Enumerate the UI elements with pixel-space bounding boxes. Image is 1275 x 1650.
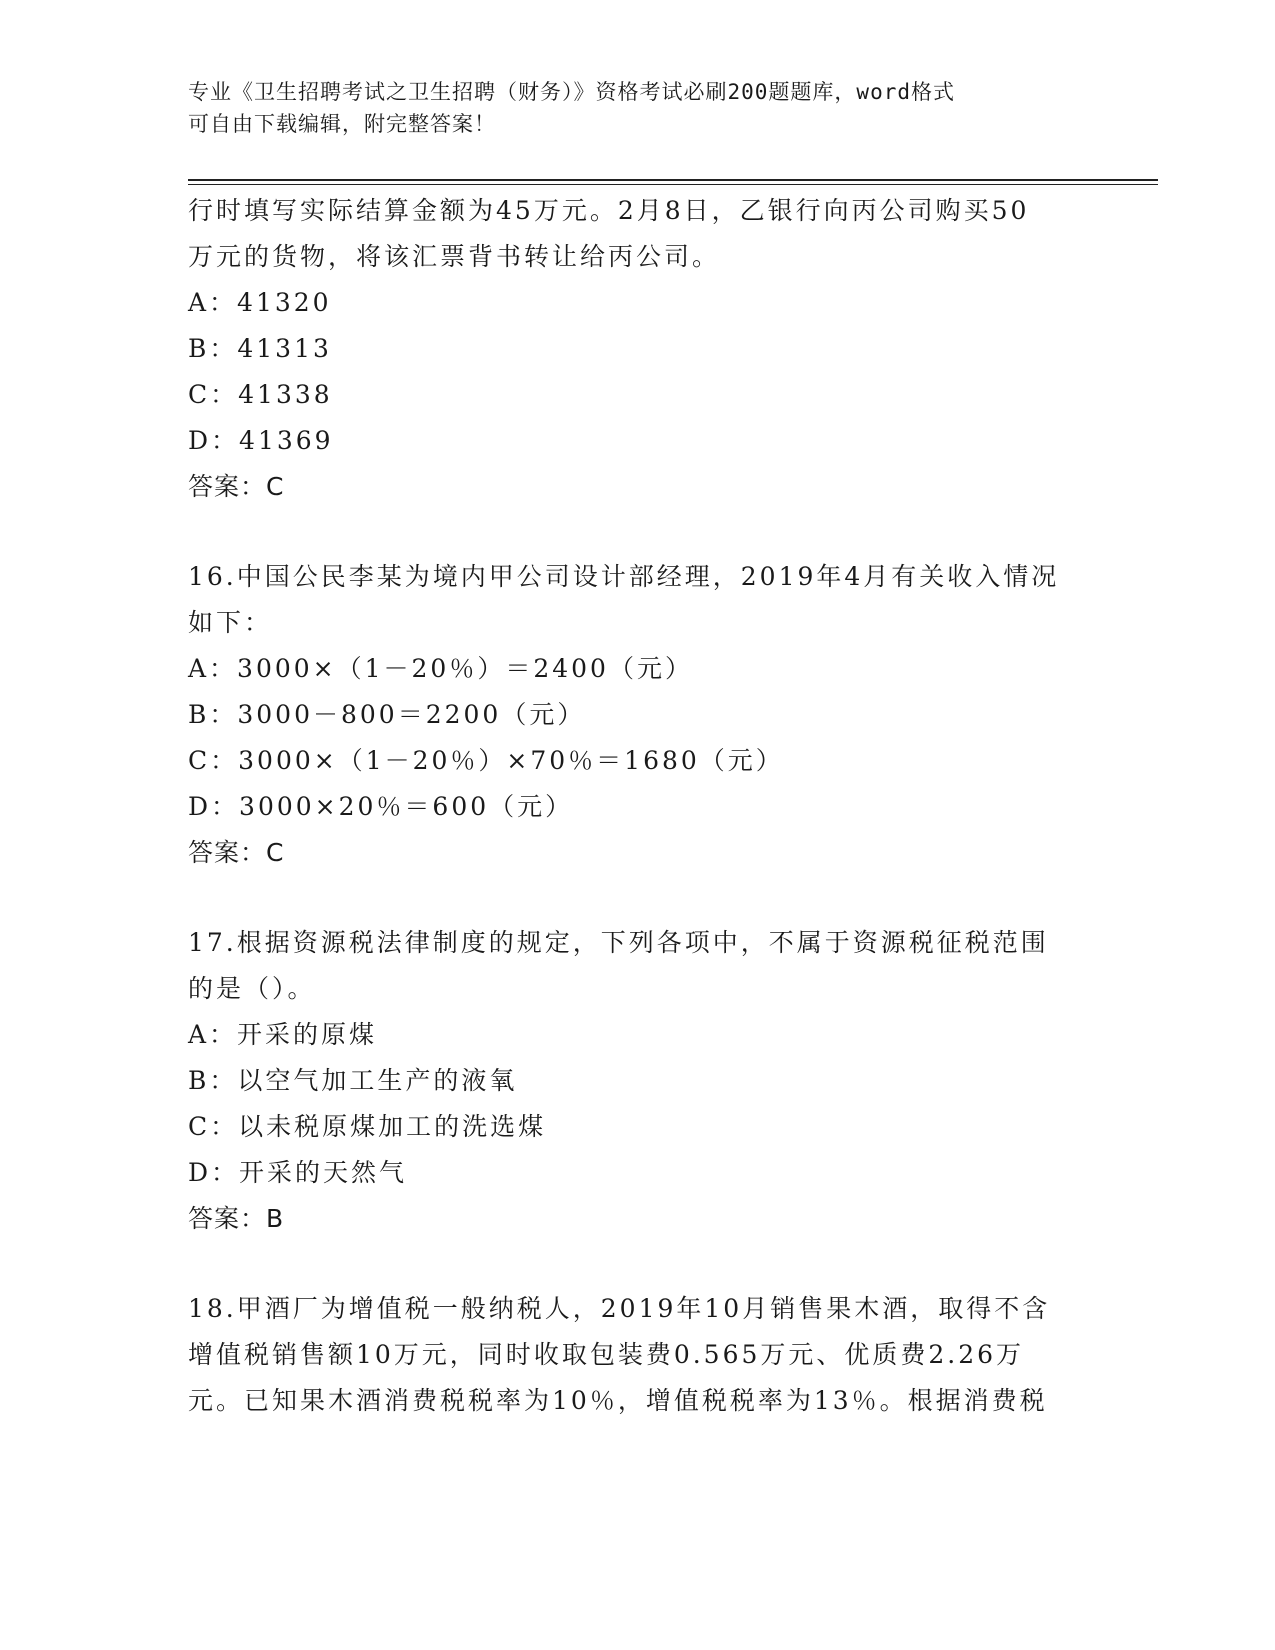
- option-a: A：开采的原煤: [188, 1020, 378, 1049]
- question-text-line: 16.中国公民李某为境内甲公司设计部经理，2019年4月有关收入情况: [188, 562, 1060, 591]
- question-17: [188, 920, 1088, 1242]
- option-b: B：41313: [188, 334, 332, 363]
- question-text-line: 增值税销售额10万元，同时收取包装费0.565万元、优质费2.26万: [188, 1340, 1025, 1369]
- question-16: [188, 554, 1088, 876]
- document-body: [188, 188, 1088, 1424]
- header-title-line-2: 可自由下载编辑，附完整答案！: [188, 112, 496, 136]
- answer-line: 答案：B: [188, 1204, 285, 1233]
- option-a: A：3000×（1－20％）＝2400（元）: [188, 654, 693, 683]
- option-d: D：41369: [188, 426, 334, 455]
- page-header: [188, 76, 1068, 140]
- option-b: B：3000－800＝2200（元）: [188, 700, 586, 729]
- question-text-line: 元。已知果木酒消费税税率为10％，增值税税率为13％。根据消费税: [188, 1386, 1048, 1415]
- question-text-line: 行时填写实际结算金额为45万元。2月8日，乙银行向丙公司购买50: [188, 196, 1030, 225]
- header-title-line-1: 专业《卫生招聘考试之卫生招聘（财务）》资格考试必刷200题题库，word格式: [188, 80, 955, 104]
- header-rule-thick: [188, 179, 1158, 181]
- option-b: B：以空气加工生产的液氧: [188, 1066, 518, 1095]
- question-15-continuation: [188, 188, 1088, 510]
- question-text-line: 如下：: [188, 608, 273, 637]
- answer-line: 答案：C: [188, 838, 285, 867]
- answer-line: 答案：C: [188, 472, 285, 501]
- header-rule-thin: [188, 184, 1158, 185]
- option-a: A：41320: [188, 288, 332, 317]
- option-c: C：3000×（1－20％）×70％＝1680（元）: [188, 746, 784, 775]
- option-c: C：41338: [188, 380, 333, 409]
- option-c: C：以未税原煤加工的洗选煤: [188, 1112, 547, 1141]
- question-18: [188, 1286, 1088, 1424]
- question-text-line: 17.根据资源税法律制度的规定，下列各项中，不属于资源税征税范围: [188, 928, 1049, 957]
- question-text-line: 的是（）。: [188, 974, 316, 1003]
- question-text-line: 万元的货物，将该汇票背书转让给丙公司。: [188, 242, 721, 271]
- option-d: D：开采的天然气: [188, 1158, 408, 1187]
- option-d: D：3000×20％＝600（元）: [188, 792, 574, 821]
- question-text-line: 18.甲酒厂为增值税一般纳税人，2019年10月销售果木酒，取得不含: [188, 1294, 1051, 1323]
